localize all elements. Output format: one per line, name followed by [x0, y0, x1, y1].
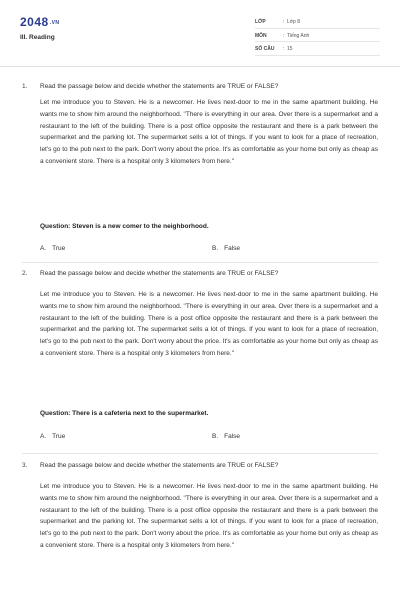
- reading-passage: Let me introduce you to Steven. He is a newcomer. He lives next-door to me in the same apartment building. He wants me to show him around the neighborhood. "There is everything in our area. Over there is a supermarket and a restaurant to the left of the building. There is a post office opposite the restaurant and there is a park between the supermarket and the parking lot. The supermarket sells a lot of things. If you want to look for a place of recreation, let's go to the pub next to the park. Don't worry about the price. It's as comfortable as your home but only as cheap as a convenient store. There is a hospital only 3 kilometers from here.": [40, 291, 378, 357]
- section-title: III. Reading: [20, 34, 55, 41]
- question-number: 3.: [22, 462, 28, 469]
- worksheet-meta: [255, 17, 380, 58]
- answer-option-a[interactable]: A. True: [40, 433, 66, 440]
- site-logo[interactable]: 2048.VN: [20, 15, 60, 29]
- meta-row-subject: [255, 31, 380, 43]
- meta-key: LỚP: [255, 19, 266, 26]
- question-instruction: Read the passage below and decide whether the statements are TRUE or FALSE?: [40, 462, 279, 469]
- divider: [22, 262, 378, 263]
- meta-key: SỐ CÂU: [255, 46, 275, 53]
- meta-value: 15: [287, 46, 293, 53]
- question-instruction: Read the passage below and decide whether the statements are TRUE or FALSE?: [40, 270, 279, 277]
- answer-option-a[interactable]: A. True: [40, 245, 66, 252]
- question-statement: Question: There is a cafeteria next to the supermarket.: [40, 410, 209, 417]
- reading-passage: Let me introduce you to Steven. He is a newcomer. He lives next-door to me in the same apartment building. He wants me to show him around the neighborhood. "There is everything in our area. Over there is a supermarket and a restaurant to the left of the building. There is a post office opposite the restaurant and there is a park between the supermarket and the parking lot. The supermarket sells a lot of things. If you want to look for a place of recreation, let's go to the pub next to the park. Don't worry about the price. It's as comfortable as your home but only as cheap as a convenient store. There is a hospital only 3 kilometers from here.": [40, 99, 378, 165]
- question-number: 2.: [22, 270, 28, 277]
- meta-row-class: [255, 17, 380, 29]
- question-instruction: Read the passage below and decide whether the statements are TRUE or FALSE?: [40, 83, 279, 90]
- page-header: [0, 0, 400, 67]
- question-statement: Question: Steven is a new comer to the neighborhood.: [40, 223, 209, 230]
- answer-option-b[interactable]: B. False: [212, 433, 241, 440]
- answer-option-b[interactable]: B. False: [212, 245, 241, 252]
- meta-value: Lớp 8: [287, 19, 301, 26]
- reading-passage: Let me introduce you to Steven. He is a newcomer. He lives next-door to me in the same apartment building. He wants me to show him around the neighborhood. "There is everything in our area. Over there is a supermarket and a restaurant to the left of the building. There is a post office opposite the restaurant and there is a park between the supermarket and the parking lot. The supermarket sells a lot of things. If you want to look for a place of recreation, let's go to the pub next to the park. Don't worry about the price. It's as comfortable as your home but only as cheap as a convenient store. There is a hospital only 3 kilometers from here.": [40, 483, 378, 549]
- divider: [22, 453, 378, 454]
- meta-separator: :: [283, 32, 285, 39]
- question-number: 1.: [22, 83, 28, 90]
- meta-key: MÔN: [255, 32, 267, 39]
- meta-separator: :: [283, 46, 285, 53]
- meta-value: Tiếng Anh: [287, 32, 310, 39]
- meta-separator: :: [283, 19, 285, 26]
- meta-row-count: [255, 44, 380, 56]
